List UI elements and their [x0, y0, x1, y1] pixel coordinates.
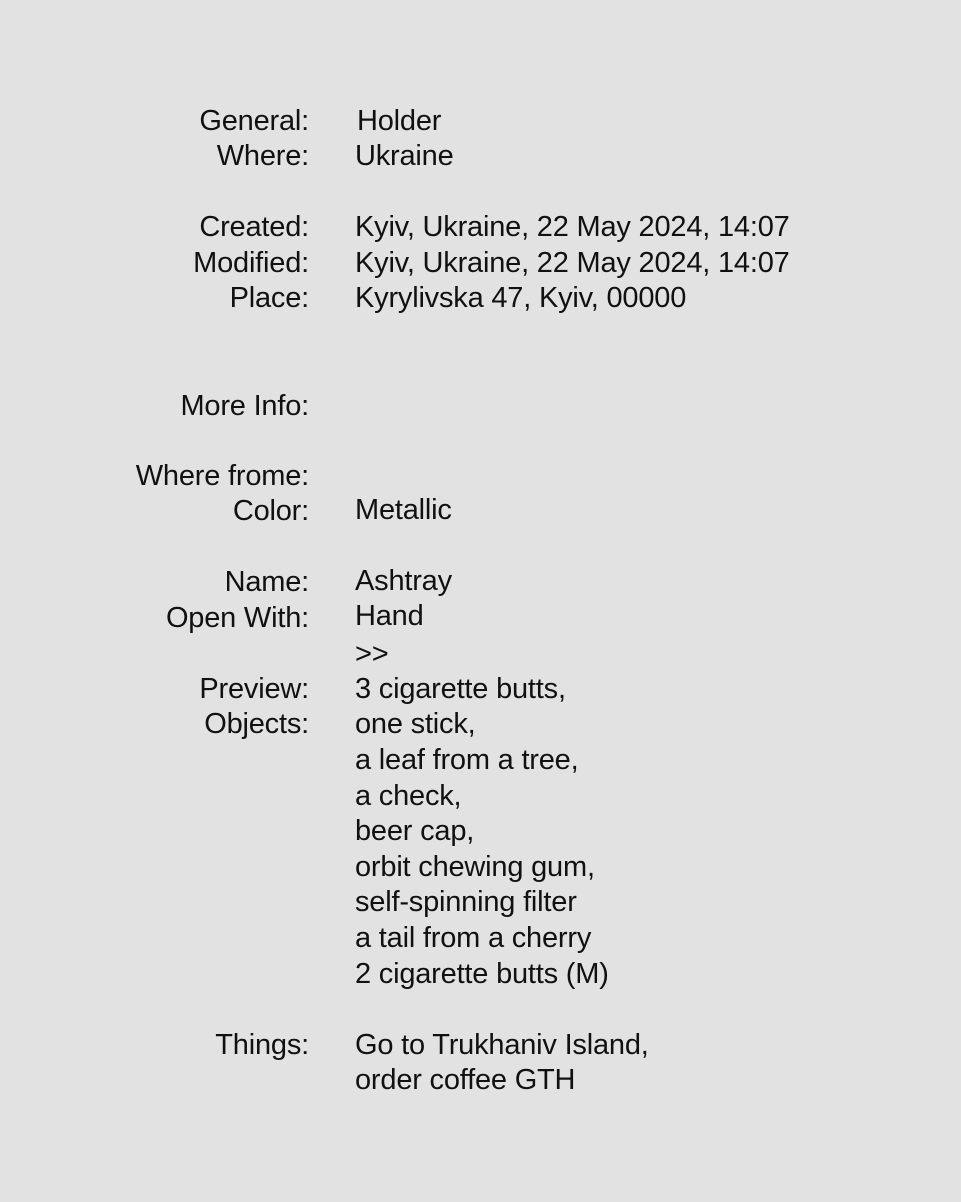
where-from-label: Where frome:	[135, 460, 309, 492]
objects-item: 3 cigarette butts,	[355, 673, 566, 705]
modified-value: Kyiv, Ukraine, 22 May 2024, 14:07	[355, 247, 790, 279]
color-label: Color:	[232, 495, 309, 527]
things-label: Things:	[215, 1029, 309, 1061]
preview-marker: >>	[355, 638, 389, 670]
more-info-label: More Info:	[180, 390, 309, 422]
created-value: Kyiv, Ukraine, 22 May 2024, 14:07	[355, 211, 790, 243]
objects-item: orbit chewing gum,	[355, 851, 595, 883]
things-item: order coffee GTH	[355, 1064, 576, 1096]
open-with-value: Hand	[355, 600, 424, 632]
objects-label: Objects:	[204, 708, 309, 740]
objects-item: beer cap,	[355, 815, 475, 847]
general-value: Holder	[357, 105, 442, 137]
open-with-label: Open With:	[165, 602, 309, 634]
name-value: Ashtray	[355, 565, 452, 597]
color-value: Metallic	[355, 494, 452, 526]
objects-item: 2 cigarette butts (M)	[355, 958, 609, 990]
general-label: General:	[199, 105, 309, 137]
place-value: Kyrylivska 47, Kyiv, 00000	[355, 282, 687, 314]
objects-item: one stick,	[355, 708, 476, 740]
where-value: Ukraine	[355, 140, 454, 172]
name-label: Name:	[224, 566, 309, 598]
objects-item: a tail from a cherry	[355, 922, 592, 954]
created-label: Created:	[199, 211, 309, 243]
objects-item: a check,	[355, 780, 462, 812]
where-label: Where:	[216, 140, 309, 172]
modified-label: Modified:	[193, 247, 309, 279]
objects-item: self-spinning filter	[355, 886, 577, 918]
things-item: Go to Trukhaniv Island,	[355, 1029, 649, 1061]
place-label: Place:	[229, 282, 309, 314]
preview-label: Preview:	[199, 673, 309, 705]
objects-item: a leaf from a tree,	[355, 744, 579, 776]
